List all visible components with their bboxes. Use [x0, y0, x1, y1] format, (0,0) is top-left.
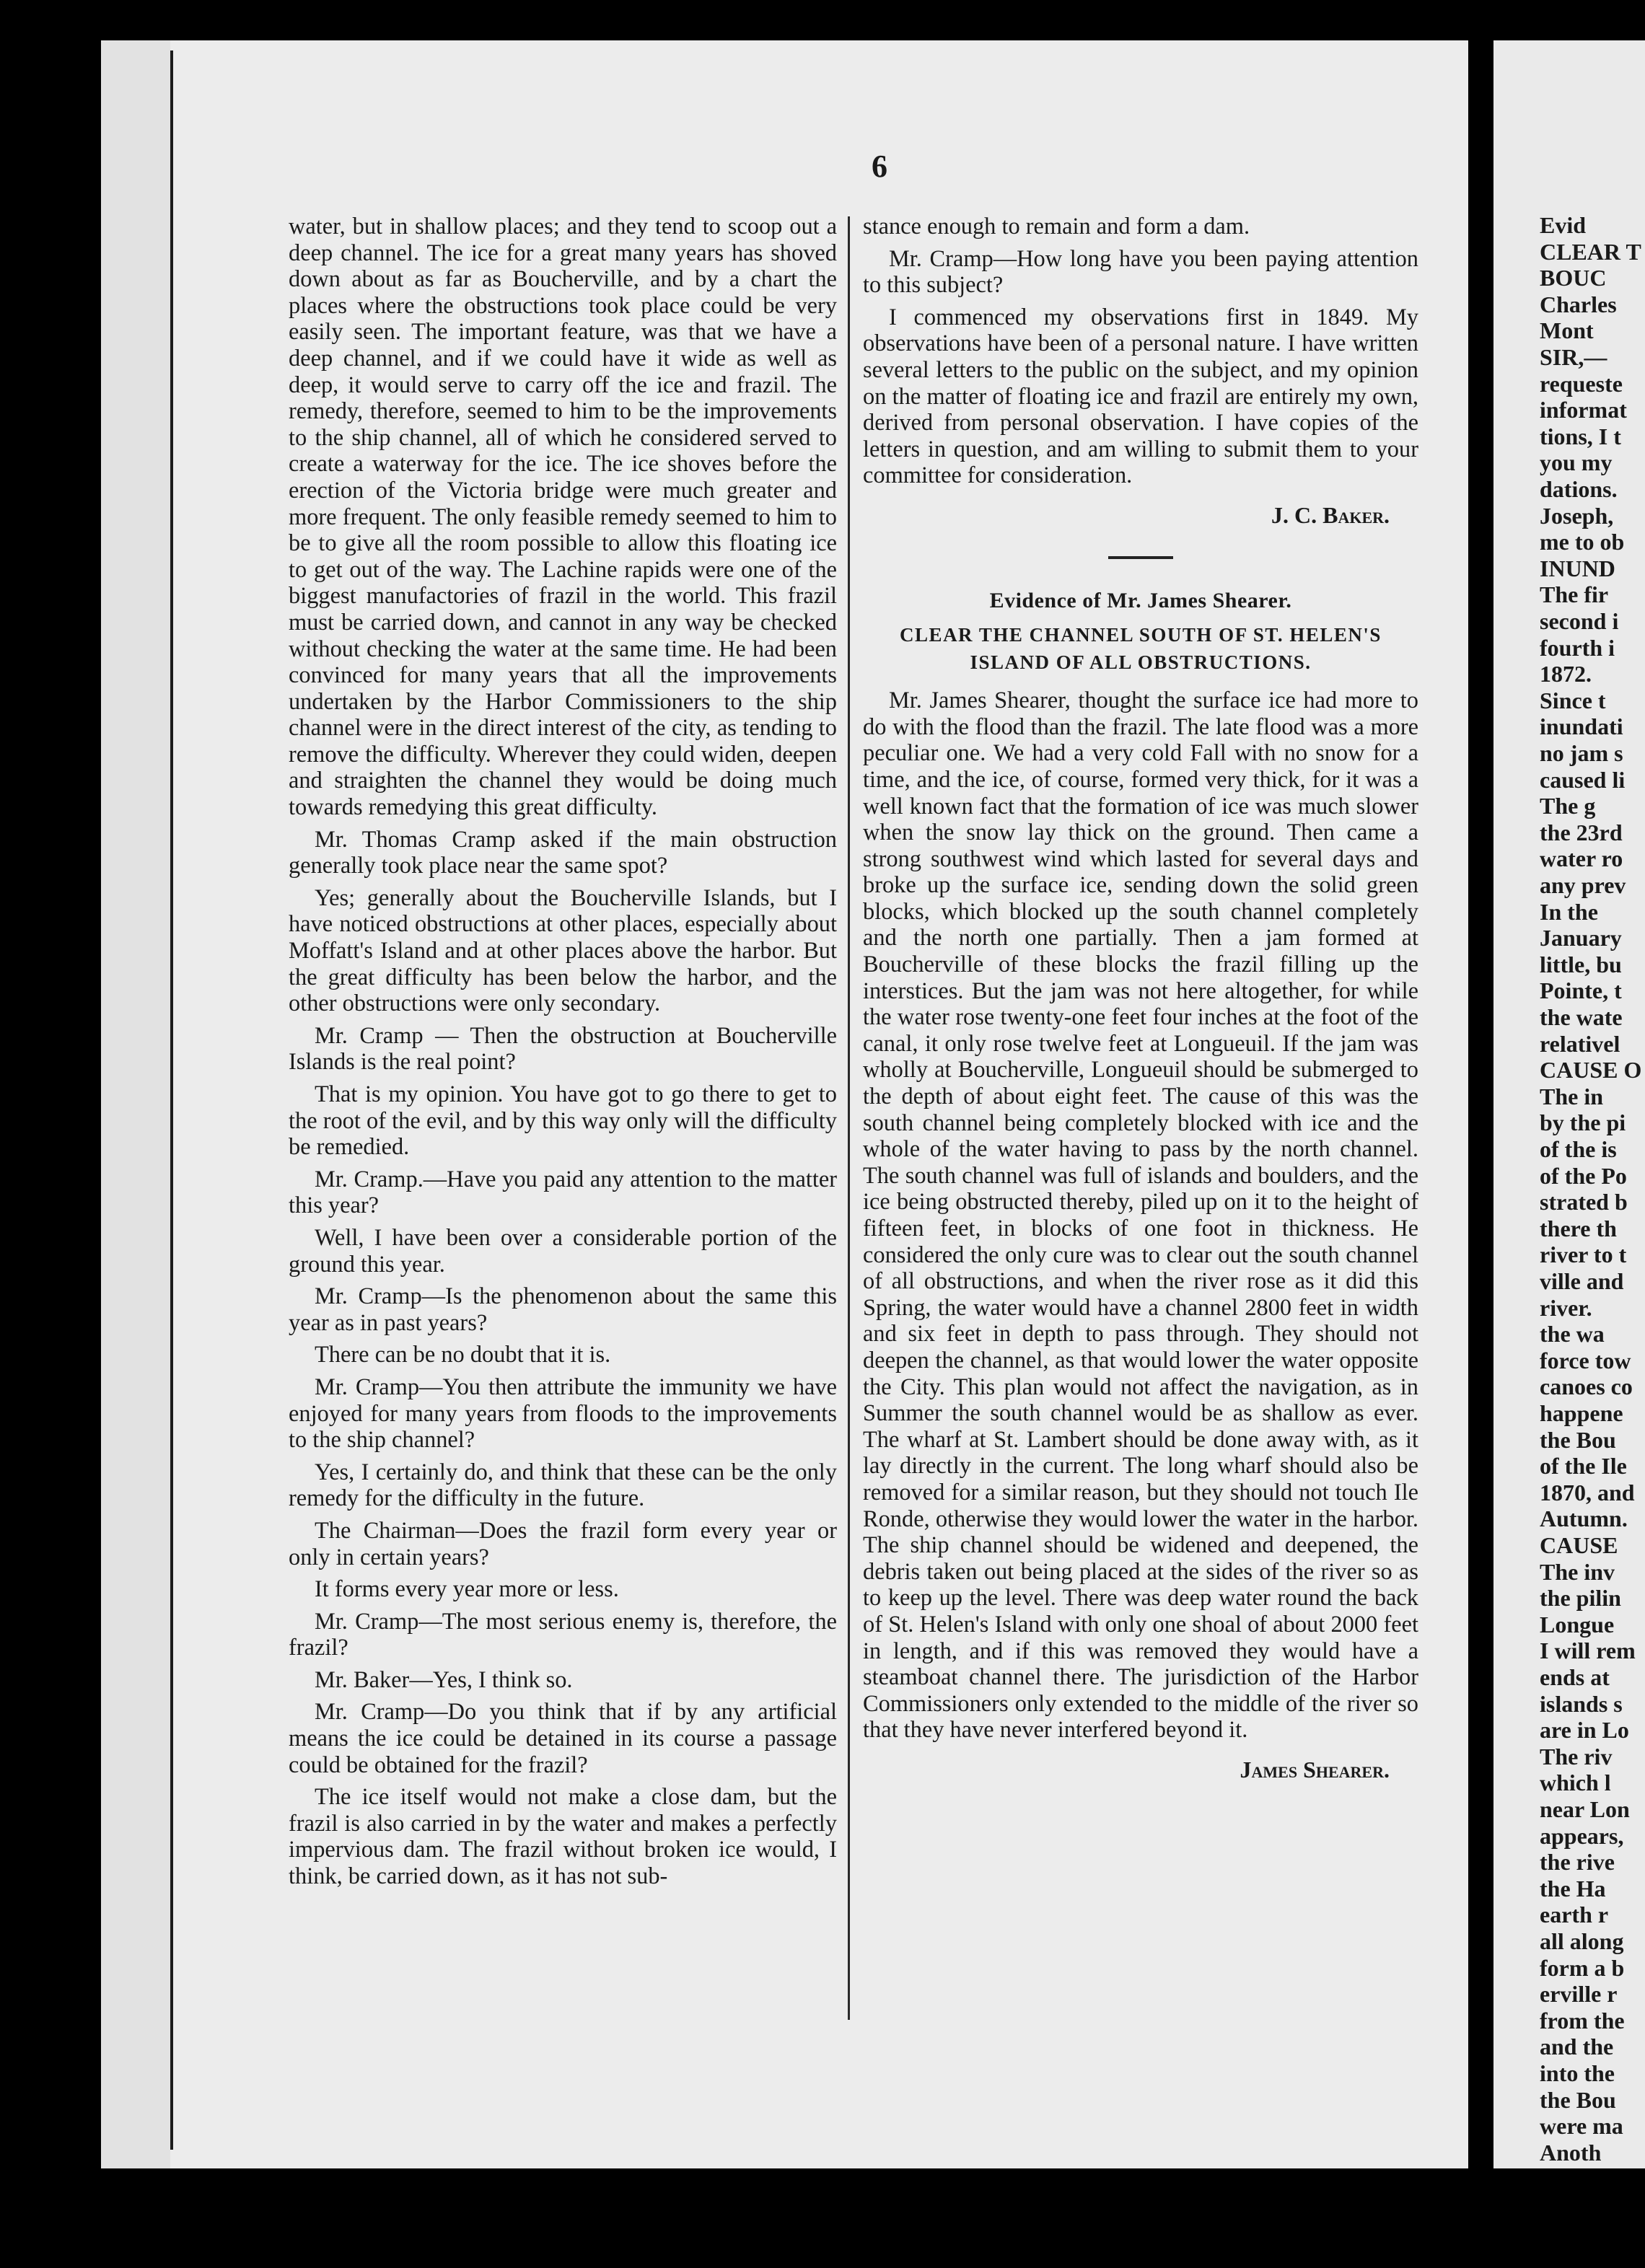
- adjacent-page-fragment: Joseph,: [1540, 502, 1614, 529]
- signature-shearer: James Shearer.: [1240, 1756, 1390, 1783]
- adjacent-page-fragment: the Ha: [1540, 1875, 1606, 1902]
- adjacent-page-fragment: appears,: [1540, 1822, 1624, 1849]
- adjacent-page-fragment: tions, I t: [1540, 423, 1621, 449]
- adjacent-page-fragment: CAUSE O: [1540, 1057, 1642, 1084]
- adjacent-page-fragment: Mont: [1540, 317, 1594, 344]
- paragraph: Yes, I certainly do, and think that these can be the only remedy for the difficulty in the future.: [289, 1459, 837, 1512]
- adjacent-page-fragment: force tow: [1540, 1347, 1631, 1373]
- paragraph: Mr. Thomas Cramp asked if the main obstruction generally took place near the same spot?: [289, 826, 837, 879]
- adjacent-page: [1493, 40, 1645, 2168]
- adjacent-page-fragment: of the Ile: [1540, 1453, 1627, 1480]
- adjacent-page-fragment: January: [1540, 925, 1622, 951]
- paragraph: stance enough to remain and form a dam.: [863, 214, 1250, 239]
- paragraph: That is my opinion. You have got to go there to get to the root of the evil, and by this way only will the difficulty be remedied.: [289, 1081, 837, 1161]
- page-gap: [1468, 0, 1493, 2268]
- adjacent-page-fragment: ends at: [1540, 1664, 1610, 1690]
- adjacent-page-fragment: Charles: [1540, 291, 1617, 317]
- paragraph: The Chairman—Does the frazil form every year or only in certain years?: [289, 1517, 837, 1570]
- adjacent-page-fragment: no jam s: [1540, 740, 1623, 766]
- adjacent-page-fragment: there th: [1540, 1215, 1617, 1241]
- adjacent-page-fragment: requeste: [1540, 370, 1623, 397]
- adjacent-page-fragment: all along: [1540, 1928, 1624, 1954]
- adjacent-page-fragment: the pilin: [1540, 1585, 1621, 1612]
- adjacent-page-fragment: CAUSE: [1540, 1532, 1618, 1558]
- adjacent-page-fragment: from the: [1540, 2007, 1625, 2034]
- adjacent-page-fragment: The riv: [1540, 1743, 1613, 1770]
- adjacent-page-fragment: I will rem: [1540, 1638, 1636, 1664]
- adjacent-page-fragment: the Bou: [1540, 1426, 1616, 1453]
- adjacent-page-fragment: ville and: [1540, 1268, 1624, 1294]
- adjacent-page-fragment: earth r: [1540, 1902, 1609, 1928]
- paragraph: Mr. Cramp—You then attribute the immunity we have enjoyed for many years from floods to the improvements to the ship channel?: [289, 1373, 837, 1454]
- adjacent-page-fragment: strated b: [1540, 1189, 1628, 1216]
- paragraph: Mr. Cramp—How long have you been paying attention to this subject?: [863, 245, 1418, 299]
- adjacent-page-fragment: Longue: [1540, 1611, 1615, 1638]
- paragraph: Mr. Cramp—The most serious enemy is, therefore, the frazil?: [289, 1608, 837, 1661]
- adjacent-page-fragment: the wate: [1540, 1004, 1623, 1030]
- adjacent-page-fragment: informat: [1540, 397, 1627, 423]
- adjacent-page-fragment: little, bu: [1540, 951, 1622, 977]
- adjacent-page-fragment: of the Po: [1540, 1162, 1627, 1189]
- adjacent-page-fragment: The inv: [1540, 1558, 1615, 1585]
- adjacent-page-fragment: Since t: [1540, 687, 1606, 713]
- adjacent-page-fragment: and the: [1540, 2034, 1614, 2060]
- page-number: 6: [872, 149, 887, 184]
- adjacent-page-fragment: the rive: [1540, 1849, 1615, 1876]
- paragraph: The ice itself would not make a close dam, but the frazil is also carried in by the water and makes a perfectly impervious dam. The frazil without broken ice would, I think, be carried down, as it has not sub-: [289, 1784, 837, 1890]
- section-divider: [1108, 556, 1173, 559]
- adjacent-page-fragment: the Bou: [1540, 2086, 1616, 2113]
- adjacent-page-fragment: of the is: [1540, 1136, 1617, 1162]
- column-rule: [848, 216, 850, 2020]
- adjacent-page-fragment: erville r: [1540, 1981, 1618, 2008]
- paragraph: There can be no doubt that it is.: [315, 1342, 611, 1368]
- adjacent-page-fragment: caused li: [1540, 766, 1626, 793]
- adjacent-page-fragment: 1870, and: [1540, 1479, 1635, 1506]
- binding-margin: [101, 40, 170, 2168]
- adjacent-page-fragment: INUND: [1540, 555, 1615, 581]
- adjacent-page-fragment: islands s: [1540, 1690, 1623, 1717]
- adjacent-page-fragment: form a b: [1540, 1954, 1625, 1981]
- adjacent-page-fragment: Pointe, t: [1540, 977, 1622, 1004]
- adjacent-page-fragment: me to ob: [1540, 529, 1625, 555]
- adjacent-page-fragment: by the pi: [1540, 1109, 1626, 1136]
- adjacent-page-fragment: any prev: [1540, 872, 1626, 898]
- paragraph: Yes; generally about the Boucherville Islands, but I have noticed obstructions at other places, especially about Moffatt's Island and at other places above the harbor. But the great difficulty has been below the harbor, and the other obstructions were only secondary.: [289, 884, 837, 1017]
- adjacent-page-fragment: which l: [1540, 1770, 1611, 1796]
- adjacent-page-fragment: CLEAR T: [1540, 238, 1641, 265]
- paragraph: Mr. Cramp — Then the obstruction at Boucherville Islands is the real point?: [289, 1022, 837, 1076]
- adjacent-page-fragment: happene: [1540, 1400, 1623, 1426]
- adjacent-page-fragment: the 23rd: [1540, 819, 1623, 845]
- paragraph: I commenced my observations first in 1849. My observations have been of a personal nature. I have written several letters to the public on the subject, and my opinion on the matter of floating ice and frazil are entirely my own, derived from personal observation. I have copies of the letters in question, and am willing to submit them to your committee for consideration.: [863, 304, 1418, 489]
- paragraph: Mr. Cramp—Do you think that if by any artificial means the ice could be detained in its course a passage could be obtained for the frazil?: [289, 1699, 837, 1778]
- paragraph: water, but in shallow places; and they tend to scoop out a deep channel. The ice for a great many years has shoved down about as far as Boucherville, and by a chart the places where the obstructions took place could be very easily seen. The important feature, was that we have a deep channel, and if we could have it wide as well as deep, it would serve to carry off the ice and frazil. The remedy, therefore, seemed to him to be the improvements to the ship channel, all of which he considered served to create a waterway for the ice. The ice shoves before the erection of the Victoria bridge were much greater and more frequent. The only feasible remedy seemed to him to be to give all the room possible to allow this floating ice to get out of the way. The Lachine rapids were one of the biggest manufactories of frazil in the world. This frazil must be carried down, and cannot in any way be checked without checking the water at the same time. He had been convinced for many years that all the improvements undertaken by the Harbor Commissioners to the ship channel were in the direct interest of the city, as tending to remove the difficulty. Wherever they could widen, deepen and straighten the channel they would be doing much towards remedying this great difficulty.: [289, 214, 837, 821]
- adjacent-page-fragment: water ro: [1540, 845, 1623, 872]
- adjacent-page-fragment: second i: [1540, 608, 1619, 634]
- adjacent-page-fragment: The fir: [1540, 581, 1609, 608]
- adjacent-page-fragment: the wa: [1540, 1321, 1605, 1348]
- right-column: [863, 214, 1418, 1783]
- adjacent-page-fragment: river.: [1540, 1294, 1592, 1321]
- adjacent-page-fragment: Autumn.: [1540, 1506, 1628, 1532]
- binding-edge: [170, 50, 173, 2150]
- adjacent-page-fragment: The in: [1540, 1083, 1604, 1109]
- adjacent-page-fragment: The g: [1540, 793, 1596, 819]
- adjacent-page-fragment: inundati: [1540, 713, 1623, 740]
- section-heading: Evidence of Mr. James Shearer.: [989, 588, 1292, 612]
- adjacent-page-fragment: dations.: [1540, 476, 1618, 502]
- left-column: [289, 214, 837, 1896]
- adjacent-page-fragment: canoes co: [1540, 1373, 1633, 1400]
- signature-baker: J. C. Baker.: [1271, 501, 1390, 528]
- adjacent-page-fragment: 1872.: [1540, 661, 1592, 687]
- adjacent-page-fragment: Anoth: [1540, 2139, 1602, 2166]
- adjacent-page-fragment: near Lon: [1540, 1796, 1630, 1822]
- adjacent-page-fragment: fourth i: [1540, 634, 1615, 661]
- paragraph: Well, I have been over a considerable portion of the ground this year.: [289, 1224, 837, 1278]
- adjacent-page-fragment: Evid: [1540, 212, 1587, 238]
- adjacent-page-fragment: you my: [1540, 449, 1613, 476]
- adjacent-page-fragment: are in Lo: [1540, 1717, 1629, 1744]
- paragraph: Mr. Baker—Yes, I think so.: [315, 1666, 573, 1693]
- adjacent-page-fragment: In the: [1540, 898, 1598, 925]
- paragraph: Mr. Cramp.—Have you paid any attention to the matter this year?: [289, 1166, 837, 1219]
- adjacent-page-fragment: river to t: [1540, 1241, 1627, 1268]
- adjacent-page-fragment: were ma: [1540, 2113, 1623, 2140]
- paragraph: Mr. James Shearer, thought the surface ice had more to do with the flood than the frazil. The late flood was a more peculiar one. We had a very cold Fall with no snow for a time, and the ice, of course, formed very thick, for it was a well known fact that the formation of ice was much slower when the snow lay thick on the ground. Then came a strong southwest wind which lasted for several days and broke up the surface ice, sending down the solid green blocks, which blocked up the south channel completely and the north one partially. Then a jam formed at Boucherville of these blocks the frazil filling up the interstices. But the jam was not here altogether, for while the water rose twenty-one feet four inches at the foot of the canal, it only rose twelve feet at Longueuil. If the jam was wholly at Boucherville, Longueuil should be submerged to the depth of about eight feet. The cause of this was the south channel being completely blocked with ice and the whole of the water having to pass by the north channel. The south channel was full of islands and boulders, and the ice being obstructed thereby, piled up on it to the height of fifteen feet, in blocks of one foot in thickness. He considered the only cure was to clear out the south channel of all obstructions, and when the river rose as it did this Spring, the water would have a channel 2800 feet in width and six feet in depth to pass through. They should not deepen the channel, as that would lower the water opposite the City. This plan would not affect the navigation, as in Summer the south channel would be as shallow as ever. The wharf at St. Lambert should be done away with, as it lay directly in the current. The long wharf should also be removed for a similar reason, but they should not touch Ile Ronde, otherwise they would lower the water in the harbor. The ship channel should be widened and deepened, the debris taken out being placed at the sides of the river so as to keep up the level. There was deep water round the back of St. Helen's Island with only one shoal of about 2000 feet in length, and if this was removed they would have a steamboat channel there. The jurisdiction of the Harbor Commissioners only extended to the middle of the river so that they have never interfered beyond it.: [863, 687, 1418, 1744]
- paragraph: It forms every year more or less.: [315, 1576, 619, 1603]
- adjacent-page-fragment: SIR,—: [1540, 344, 1607, 370]
- adjacent-page-fragment: into the: [1540, 2060, 1615, 2086]
- section-subheading: CLEAR THE CHANNEL SOUTH OF ST. HELEN'S ISLAND OF ALL OBSTRUCTIONS.: [900, 624, 1382, 674]
- paragraph: Mr. Cramp—Is the phenomenon about the same this year as in past years?: [289, 1283, 837, 1336]
- adjacent-page-fragment: relativel: [1540, 1030, 1620, 1057]
- adjacent-page-fragment: BOUC: [1540, 265, 1607, 291]
